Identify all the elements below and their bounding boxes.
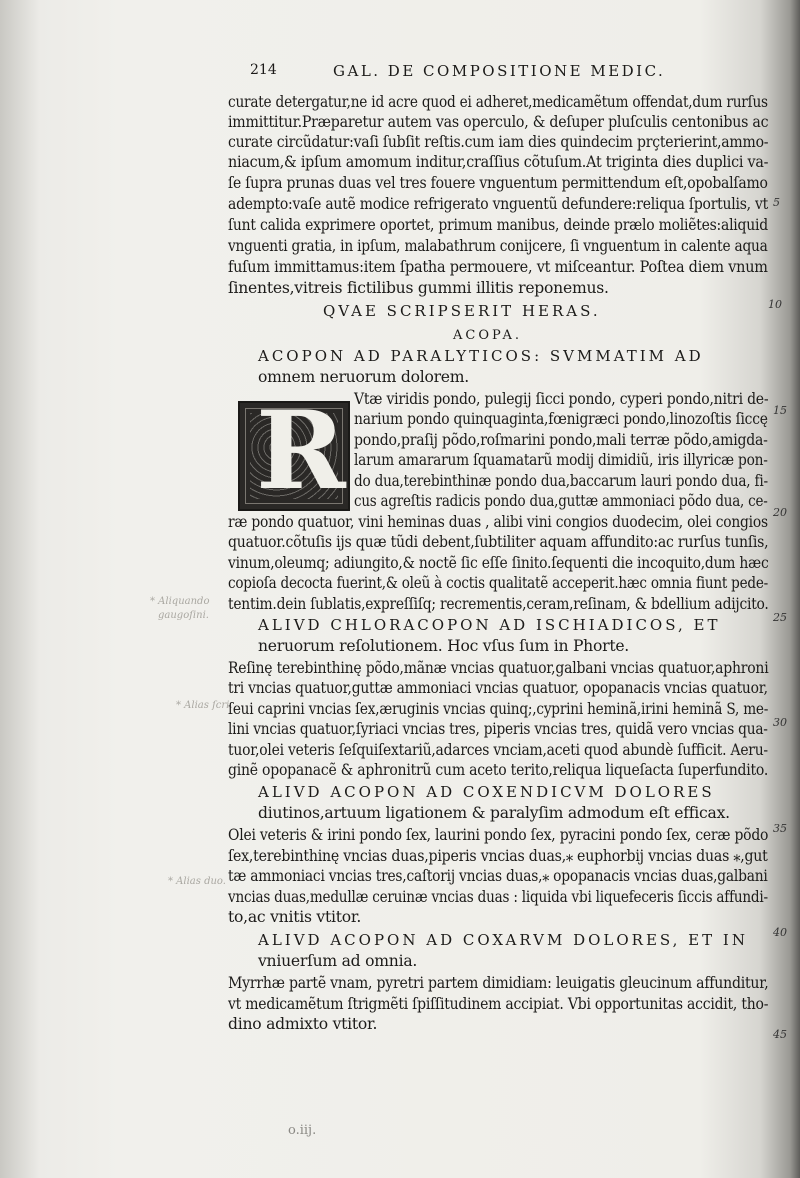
text-line: do dua,terebinthinæ pondo dua,baccarum lauri pondo dua, fi-: [354, 472, 768, 490]
text-line: larum amararum ſquamatarũ modij dimidiũ, iris illyricæ pon-: [354, 451, 768, 469]
line-number: 40: [773, 926, 787, 939]
text-line: to,ac vnitis vtitor.: [228, 908, 362, 926]
running-header: [228, 56, 768, 84]
running-title: GAL. DE COMPOSITIONE MEDIC.: [333, 62, 666, 80]
margin-note: gaugoſini.: [158, 610, 209, 621]
margin-note: * Alias duo.: [168, 876, 226, 887]
text-line: tri vncias quatuor,guttæ ammoniaci vncias quatuor, opopanacis vncias quatuor,: [228, 679, 768, 697]
text-line: lini vncias quatuor,ſyriaci vncias tres, piperis vncias tres, quidã vero vncias qua-: [228, 720, 768, 738]
recipe-heading: ACOPON AD PARALYTICOS: SVMMATIM AD: [258, 347, 704, 365]
text-line: ſunt calida exprimere oportet, primum manibus, deinde prælo moliẽtes:aliquid: [228, 216, 768, 234]
drop-cap-letter: R: [256, 388, 346, 514]
text-line: vinum,oleumq; adiungito,& noctẽ ſic eſſe ſinito.ſequenti die incoquito,dum hæc: [228, 554, 769, 572]
section-heading: QVAE SCRIPSERIT HERAS.: [323, 302, 601, 320]
text-line: curate circũdatur:vaſi ſubſit reſtis.cum iam dies quindecim prçterierint,ammo-: [228, 133, 769, 151]
text-line: vnguenti gratia, in ipſum, malabathrum conijcere, ſi vnguentum in calente aqua: [228, 237, 768, 255]
text-line: Myrrhæ partẽ vnam, pyretri partem dimidiam: leuigatis gleucinum affunditur,: [228, 974, 769, 992]
text-line: diutinos,artuum ligationem & paralyſim admodum eſt efficax.: [258, 804, 730, 822]
text-line: ſinentes,vitreis fictilibus gummi illitis reponemus.: [228, 279, 609, 297]
line-number: 5: [773, 196, 780, 209]
text-line: vt medicamẽtum ſtrigmẽti ſpiſſitudinem accipiat. Vbi opportunitas accidit, tho-: [228, 995, 769, 1013]
text-line: immittitur.Præparetur autem vas operculo, & deſuper pluſculis centonibus ac: [228, 113, 769, 131]
text-line: neruorum reſolutionem. Hoc vſus ſum in Phorte.: [258, 637, 630, 655]
page-number: 214: [250, 62, 277, 78]
recipe-heading: ALIVD ACOPON AD COXENDICVM DOLORES: [258, 783, 715, 801]
text-line: copioſa decocta fuerint,& oleũ à coctis qualitatẽ acceperit.hæc omnia fiunt pede-: [228, 574, 769, 592]
margin-note: * Alias ſcri.: [176, 700, 233, 711]
line-number: 15: [773, 404, 787, 417]
section-subheading: ACOPA.: [453, 328, 523, 343]
recipe-heading: ALIVD ACOPON AD COXARVM DOLORES, ET IN: [258, 931, 748, 949]
line-number: 20: [773, 506, 787, 519]
text-line: ſe ſupra prunas duas vel tres fouere vnguentum permittendum eſt,opobalſamo: [228, 174, 768, 192]
text-line: pondo,praſij põdo,roſmarini pondo,mali terræ põdo,amigda-: [354, 431, 768, 449]
text-line: tentim.dein ſublatis,expreſſiſq; recrementis,ceram,reſinam, & bdellium adijcito.: [228, 595, 769, 613]
text-line: quatuor.cõtuſis ijs quæ tũdi debent,ſubtiliter aquam affundito:ac rurſus tunſis,: [228, 533, 769, 551]
text-line: ræ pondo quatuor, vini heminas duas , alibi vini congios duodecim, olei congios: [228, 513, 768, 531]
text-line: curate detergatur,ne id acre quod ei adheret,medicamẽtum offendat,dum rurſus: [228, 93, 768, 111]
text-line: fuſum immittamus:item ſpatha permouere, vt miſceantur. Poſtea diem vnum: [228, 258, 768, 276]
text-line: vniuerſum ad omnia.: [258, 952, 418, 970]
text-line: niacum,& ipſum amomum inditur,craſſius cõtuſum.At triginta dies duplici va-: [228, 153, 769, 171]
text-line: Olei veteris & irini pondo ſex, laurini pondo ſex, pyracini pondo ſex, ceræ põdo: [228, 826, 769, 844]
text-line: vncias duas,medullæ ceruinæ vncias duas : liquida vbi liquefeceris ſiccis affundi-: [228, 888, 768, 906]
text-line: omnem neruorum dolorem.: [258, 368, 470, 386]
line-number: 30: [773, 716, 787, 729]
drop-cap-initial: [238, 388, 350, 514]
text-line: ſex,terebinthinę vncias duas,piperis vncias duas,⁎ euphorbij vncias duas ⁎,gut: [228, 847, 768, 865]
text-line: dino admixto vtitor.: [228, 1015, 378, 1033]
line-number: 10: [768, 298, 782, 311]
text-line: adempto:vaſe autẽ modice refrigerato vnguentũ defundere:reliqua ſportulis, vt: [228, 195, 769, 213]
text-line: tuor,olei veteris ſeſquiſextariũ,adarces vnciam,aceti quod abundè ſufficit. Aeru-: [228, 741, 768, 759]
line-number: 25: [773, 611, 787, 624]
text-line: ginẽ opopanacẽ & aphronitrũ cum aceto terito,reliqua liqueſacta ſuperfundito.: [228, 761, 769, 779]
text-line: tæ ammoniaci vncias tres,caſtorij vncias duas,⁎ opopanacis vncias duas,galbani: [228, 867, 768, 885]
recipe-heading: ALIVD CHLORACOPON AD ISCHIADICOS, ET: [258, 616, 721, 634]
text-line: Reſinę terebinthinę põdo,mãnæ vncias quatuor,galbani vncias quatuor,aphroni: [228, 659, 769, 677]
margin-note: * Aliquando: [150, 596, 210, 607]
text-line: narium pondo quinquaginta,fœnigræci pondo,linozoſtis ſiccę: [354, 410, 768, 428]
text-line: ſeui caprini vncias ſex,æruginis vncias quinq;,cyprini heminã,irini heminã S, me-: [228, 700, 769, 718]
text-line: cus agreſtis radicis pondo dua,guttæ ammoniaci põdo dua, ce-: [354, 492, 768, 510]
line-number: 45: [773, 1028, 787, 1041]
line-number: 35: [773, 822, 787, 835]
signature-mark: o.iij.: [288, 1123, 317, 1138]
text-line: Vtæ viridis pondo, pulegij ſicci pondo, cyperi pondo,nitri de-: [354, 390, 769, 408]
